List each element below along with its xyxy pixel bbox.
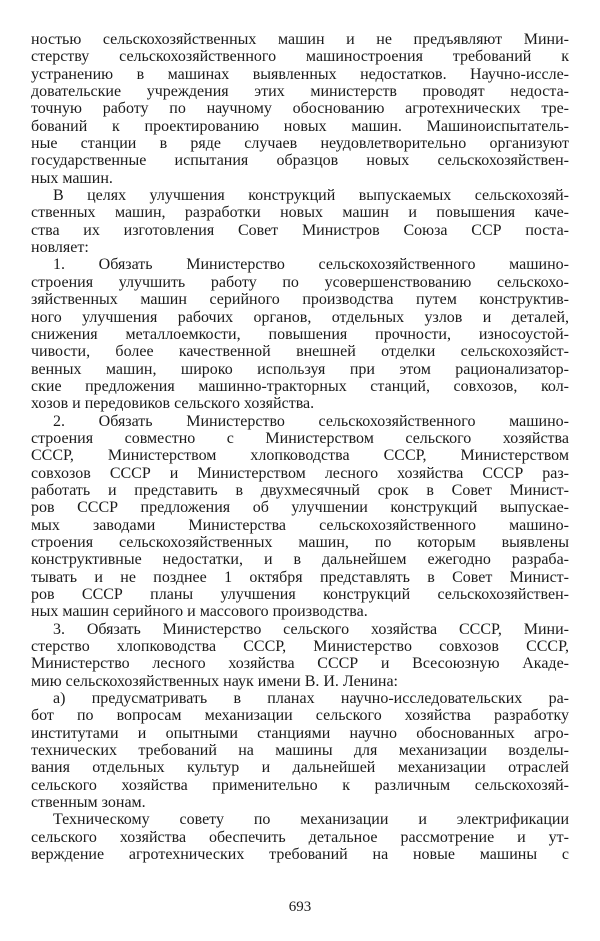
text-line: ров СССР предложения об улучшении конструкций выпускае-	[31, 499, 569, 517]
text-line: а) предусматривать в планах научно-исследовательских ра-	[53, 690, 569, 708]
text-line: сельского хозяйства обеспечить детальное рассмотрение и ут-	[31, 828, 569, 846]
text-line: Техническому совету по механизации и электрификации	[53, 811, 569, 829]
text-line: сельского хозяйства применительно к различным сельскохозяй-	[31, 776, 569, 794]
paragraph	[31, 811, 569, 863]
text-line: стерство хлопководства СССР, Министерство совхозов СССР,	[31, 638, 569, 656]
text-line: 2. Обязать Министерство сельскохозяйственного машино-	[53, 412, 569, 430]
text-line: Министерство лесного хозяйства СССР и Всесоюзную Акаде-	[31, 655, 569, 673]
text-line: конструктивные недостатки, и в дальнейшем ежегодно разраба-	[31, 551, 569, 569]
text-line: строения совместно с Министерством сельского хозяйства	[31, 429, 569, 447]
text-line: бот по вопросам механизации сельского хозяйства разработку	[31, 707, 569, 725]
text-line: вания отдельных культур и дальнейшей механизации отраслей	[31, 759, 569, 777]
text-line: строения улучшить работу по усовершенствованию сельскохо-	[31, 273, 569, 291]
text-line: совхозов СССР и Министерством лесного хозяйства СССР раз-	[31, 464, 569, 482]
paragraph	[31, 621, 569, 690]
text-line: ных машин серийного и массового производства.	[31, 603, 368, 621]
text-line: ства их изготовления Совет Министров Союза ССР поста-	[31, 221, 569, 239]
text-line: венных машин, широко используя при этом рационализатор-	[31, 360, 569, 378]
text-line: ностью сельскохозяйственных машин и не предъявляют Мини-	[31, 31, 569, 48]
text-line: чивости, более качественной внешней отделки сельскохозяйст-	[31, 343, 569, 361]
page-number: 693	[288, 899, 312, 915]
text-line: ного улучшения рабочих органов, отдельных узлов и деталей,	[31, 308, 569, 326]
text-line: ственным зонам.	[31, 794, 146, 812]
text-line: ров СССР планы улучшения конструкций сельскохозяйствен-	[31, 586, 569, 603]
text-line: мых заводами Министерства сельскохозяйственного машино-	[31, 516, 569, 534]
text-line: верждение агротехнических требований на новые машины с	[31, 846, 569, 864]
paragraph	[31, 256, 569, 412]
text-line: бований к проектированию новых машин. Машиноиспытатель-	[31, 117, 569, 135]
document-body	[31, 31, 569, 864]
text-line: В целях улучшения конструкций выпускаемых сельскохозяй-	[53, 187, 569, 205]
text-line: государственные испытания образцов новых сельскохозяйствен-	[31, 152, 569, 170]
text-line: довательские учреждения этих министерств проводят недоста-	[31, 83, 569, 101]
text-line: 1. Обязать Министерство сельскохозяйственного машино-	[53, 256, 569, 274]
text-line: технических требований на машины для механизации возделы-	[31, 742, 569, 760]
text-line: ственных машин, разработки новых машин и повышения каче-	[31, 204, 569, 222]
text-line: точную работу по научному обоснованию агротехнических тре-	[31, 100, 569, 118]
paragraph	[31, 690, 569, 811]
text-line: стерству сельскохозяйственного машиностроения требований к	[31, 48, 569, 66]
text-line: ные станции в ряде случаев неудовлетворительно организуют	[31, 135, 569, 153]
text-line: новляет:	[31, 239, 89, 257]
text-line: снижения металлоемкости, повышения прочности, износоустой-	[31, 325, 569, 343]
text-line: хозов и передовиков сельского хозяйства.	[31, 395, 315, 413]
paragraph	[31, 413, 569, 621]
text-line: ных машин.	[31, 169, 113, 187]
text-line: 3. Обязать Министерство сельского хозяйства СССР, Мини-	[53, 620, 569, 638]
text-line: ские предложения машинно-тракторных станций, совхозов, кол-	[31, 377, 569, 395]
text-line: тывать и не позднее 1 октября представлять в Совет Минист-	[31, 568, 569, 586]
paragraph	[31, 187, 569, 256]
paragraph	[31, 31, 569, 187]
text-line: строения сельскохозяйственных машин, по которым выявлены	[31, 533, 569, 551]
text-line: СССР, Министерством хлопководства СССР, Министерством	[31, 447, 569, 465]
text-line: работать и представить в двухмесячный срок в Совет Минист-	[31, 481, 569, 499]
text-line: институтами и опытными станциями научно обоснованных агро-	[31, 724, 569, 742]
text-line: устранению в машинах выявленных недостатков. Научно-иссле-	[31, 65, 569, 83]
text-line: мию сельскохозяйственных наук имени В. И. Ленина:	[31, 672, 398, 690]
text-line: зяйственных машин серийного производства путем конструктив-	[31, 291, 569, 309]
